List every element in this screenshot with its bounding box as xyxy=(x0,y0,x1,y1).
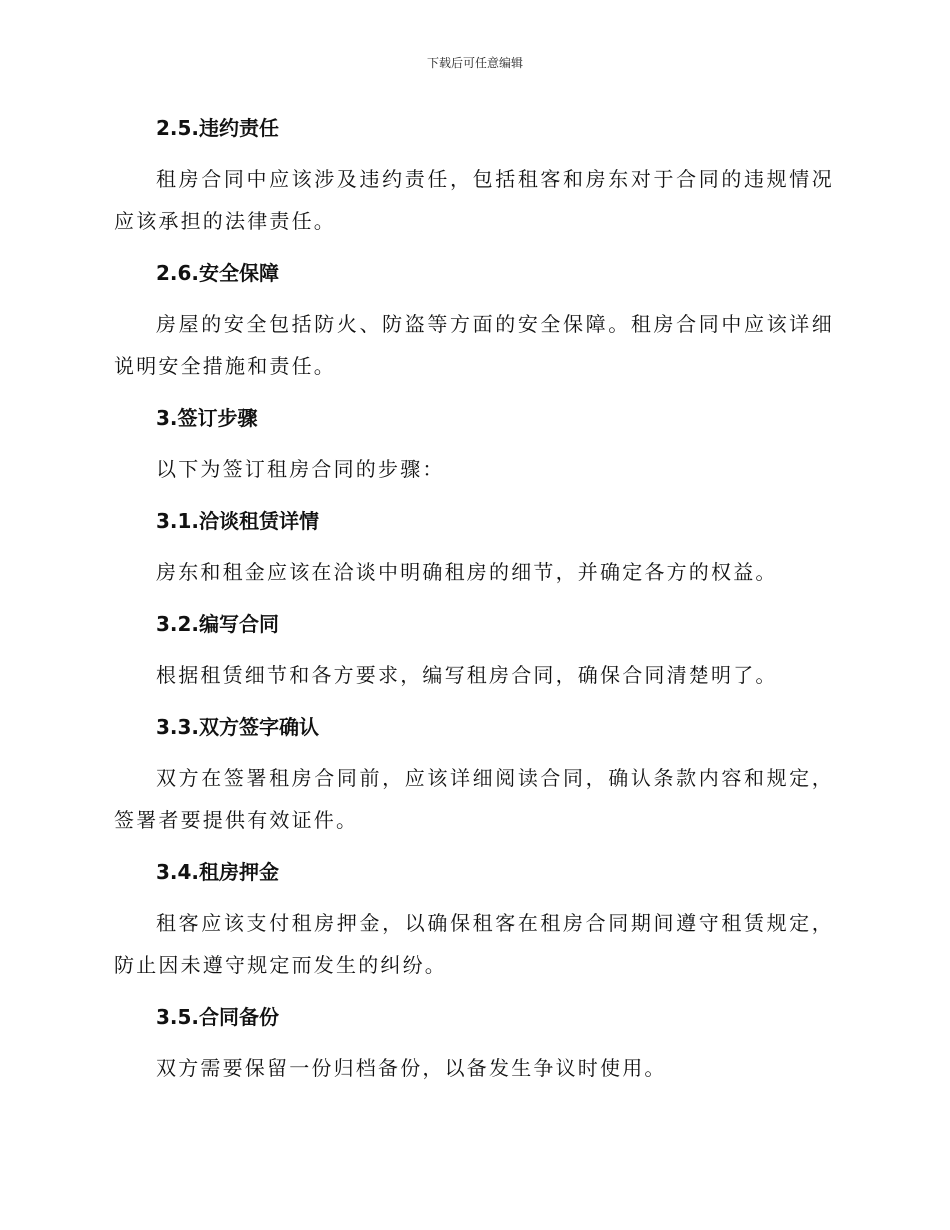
section-heading-3-2: 3.2.编写合同 xyxy=(156,612,280,636)
paragraph-breach-liability: 租房合同中应该涉及违约责任，包括租客和房东对于合同的违规情况应该承担的法律责任。 xyxy=(114,167,834,233)
document-body xyxy=(114,110,834,1089)
paragraph-negotiation: 房东和租金应该在洽谈中明确租房的细节，并确定各方的权益。 xyxy=(156,560,778,584)
section-heading-3-4: 3.4.租房押金 xyxy=(156,860,280,884)
paragraph-signing: 双方在签署租房合同前，应该详细阅读合同，确认条款内容和规定，签署者要提供有效证件。 xyxy=(114,766,834,832)
paragraph-backup: 双方需要保留一份归档备份，以备发生争议时使用。 xyxy=(156,1056,667,1080)
section-heading-3-1: 3.1.洽谈租赁详情 xyxy=(156,509,320,533)
section-heading-2-6: 2.6.安全保障 xyxy=(156,261,280,285)
section-heading-2-5: 2.5.违约责任 xyxy=(156,116,280,140)
paragraph-deposit: 租客应该支付租房押金，以确保租客在租房合同期间遵守租赁规定，防止因未遵守规定而发生的纠纷。 xyxy=(114,911,834,977)
section-heading-3-5: 3.5.合同备份 xyxy=(156,1005,280,1029)
page-header: 下载后可任意编辑 xyxy=(426,56,523,70)
paragraph-steps-intro: 以下为签订租房合同的步骤： xyxy=(156,457,445,481)
paragraph-drafting: 根据租赁细节和各方要求，编写租房合同，确保合同清楚明了。 xyxy=(156,663,778,687)
section-heading-3: 3.签订步骤 xyxy=(156,406,258,430)
paragraph-safety: 房屋的安全包括防火、防盗等方面的安全保障。租房合同中应该详细说明安全措施和责任。 xyxy=(114,312,834,378)
section-heading-3-3: 3.3.双方签字确认 xyxy=(156,715,320,739)
